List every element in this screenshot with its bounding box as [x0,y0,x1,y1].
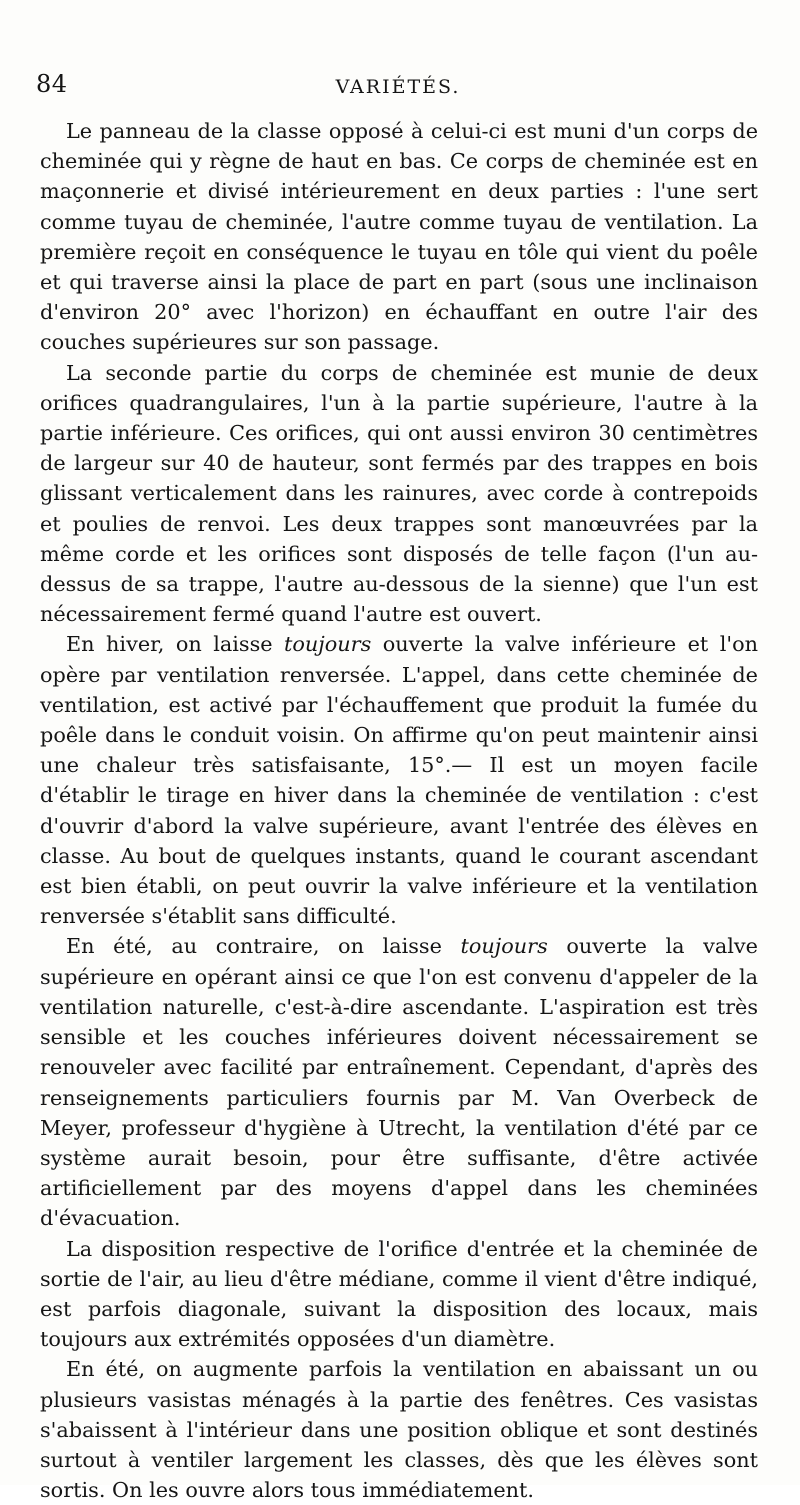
paragraph-winter [40,629,758,931]
paragraph-orifices: La seconde partie du corps de cheminée est munie de deux orifices quadrangulaires, l'un à la partie supérieure, l'autre à la partie inférieure. Ces orifices, qui ont aussi environ 30 centimètres de largeur sur 40 de hauteur, sont fermés par des trappes en bois glissant verticalement dans les rainures, avec corde à contrepoids et poulies de renvoi. Les deux trappes sont manœuvrées par la même corde et les orifices sont disposés de telle façon (l'un au-dessus de sa trappe, l'autre au-dessous de la sienne) que l'un est nécessairement fermé quand l'autre est ouvert. [40,360,758,627]
page-number: 84 [36,70,68,98]
paragraph-disposition: La disposition respective de l'orifice d'entrée et la cheminée de sortie de l'air, au lieu d'être médiane, comme il vient d'être indiqué, est parfois diagonale, suivant la disposition des locaux, mais toujours aux extrémités opposées d'un diamètre. [40,1236,758,1352]
paragraph-text: En hiver, on laisse [66,632,285,657]
body-text [40,116,758,1505]
paragraph-chimney-body: Le panneau de la classe opposé à celui-ci est muni d'un corps de cheminée qui y règne de haut en bas. Ce corps de cheminée est en maçonnerie et divisé intérieurement en deux parties : l'une sert comme tuyau de cheminée, l'autre comme tuyau de ventilation. La première reçoit en conséquence le tuyau en tôle qui vient du poêle et qui traverse ainsi la place de part en part (sous une inclinaison d'environ 20° avec l'horizon) en échauffant en outre l'air des couches supérieures sur son passage. [40,119,758,355]
paragraph-vasistas: En été, on augmente parfois la ventilation en abaissant un ou plusieurs vasistas ménagés à la partie des fenêtres. Ces vasistas s'abaissent à l'intérieur dans une position oblique et sont destinés surtout à ventiler largement les classes, dès que les élèves sont sortis. On les ouvre alors tous immédiatement. [40,1357,758,1503]
emphasis-text: toujours [460,934,548,959]
emphasis-text: toujours [284,632,372,657]
running-title: VARIÉTÉS. [335,76,461,98]
paragraph-text: En été, au contraire, on laisse [66,934,461,959]
paragraph-summer [40,931,758,1233]
paragraph-text: ouverte la valve inférieure et l'on opère par ventilation renversée. L'appel, dans cette cheminée de ventilation, est activé par l'échauffement que produit la fumée du poêle dans le conduit voisin. On affirme qu'on peut maintenir ainsi une chaleur très satisfaisante, 15°.— Il est un moyen facile d'établir le tirage en hiver dans la cheminée de ventilation : c'est d'ouvrir d'abord la valve supérieure, avant l'entrée des élèves en classe. Au bout de quelques instants, quand le courant ascendant est bien établi, on peut ouvrir la valve inférieure et la ventilation renversée s'établit sans difficulté. [40,632,758,929]
page-header [36,70,760,104]
paragraph-text: ouverte la valve supérieure en opérant ainsi ce que l'on est convenu d'appeler de la ventilation naturelle, c'est-à-dire ascendante. L'aspiration est très sensible et les couches inférieures doivent nécessairement se renouveler avec facilité par entraînement. Cependant, d'après des renseignements particuliers fournis par M. Van Overbeck de Meyer, professeur d'hygiène à Utrecht, la ventilation d'été par ce système aurait besoin, pour être suffisante, d'être activée artificiellement par des moyens d'appel dans les cheminées d'évacuation. [40,934,758,1231]
